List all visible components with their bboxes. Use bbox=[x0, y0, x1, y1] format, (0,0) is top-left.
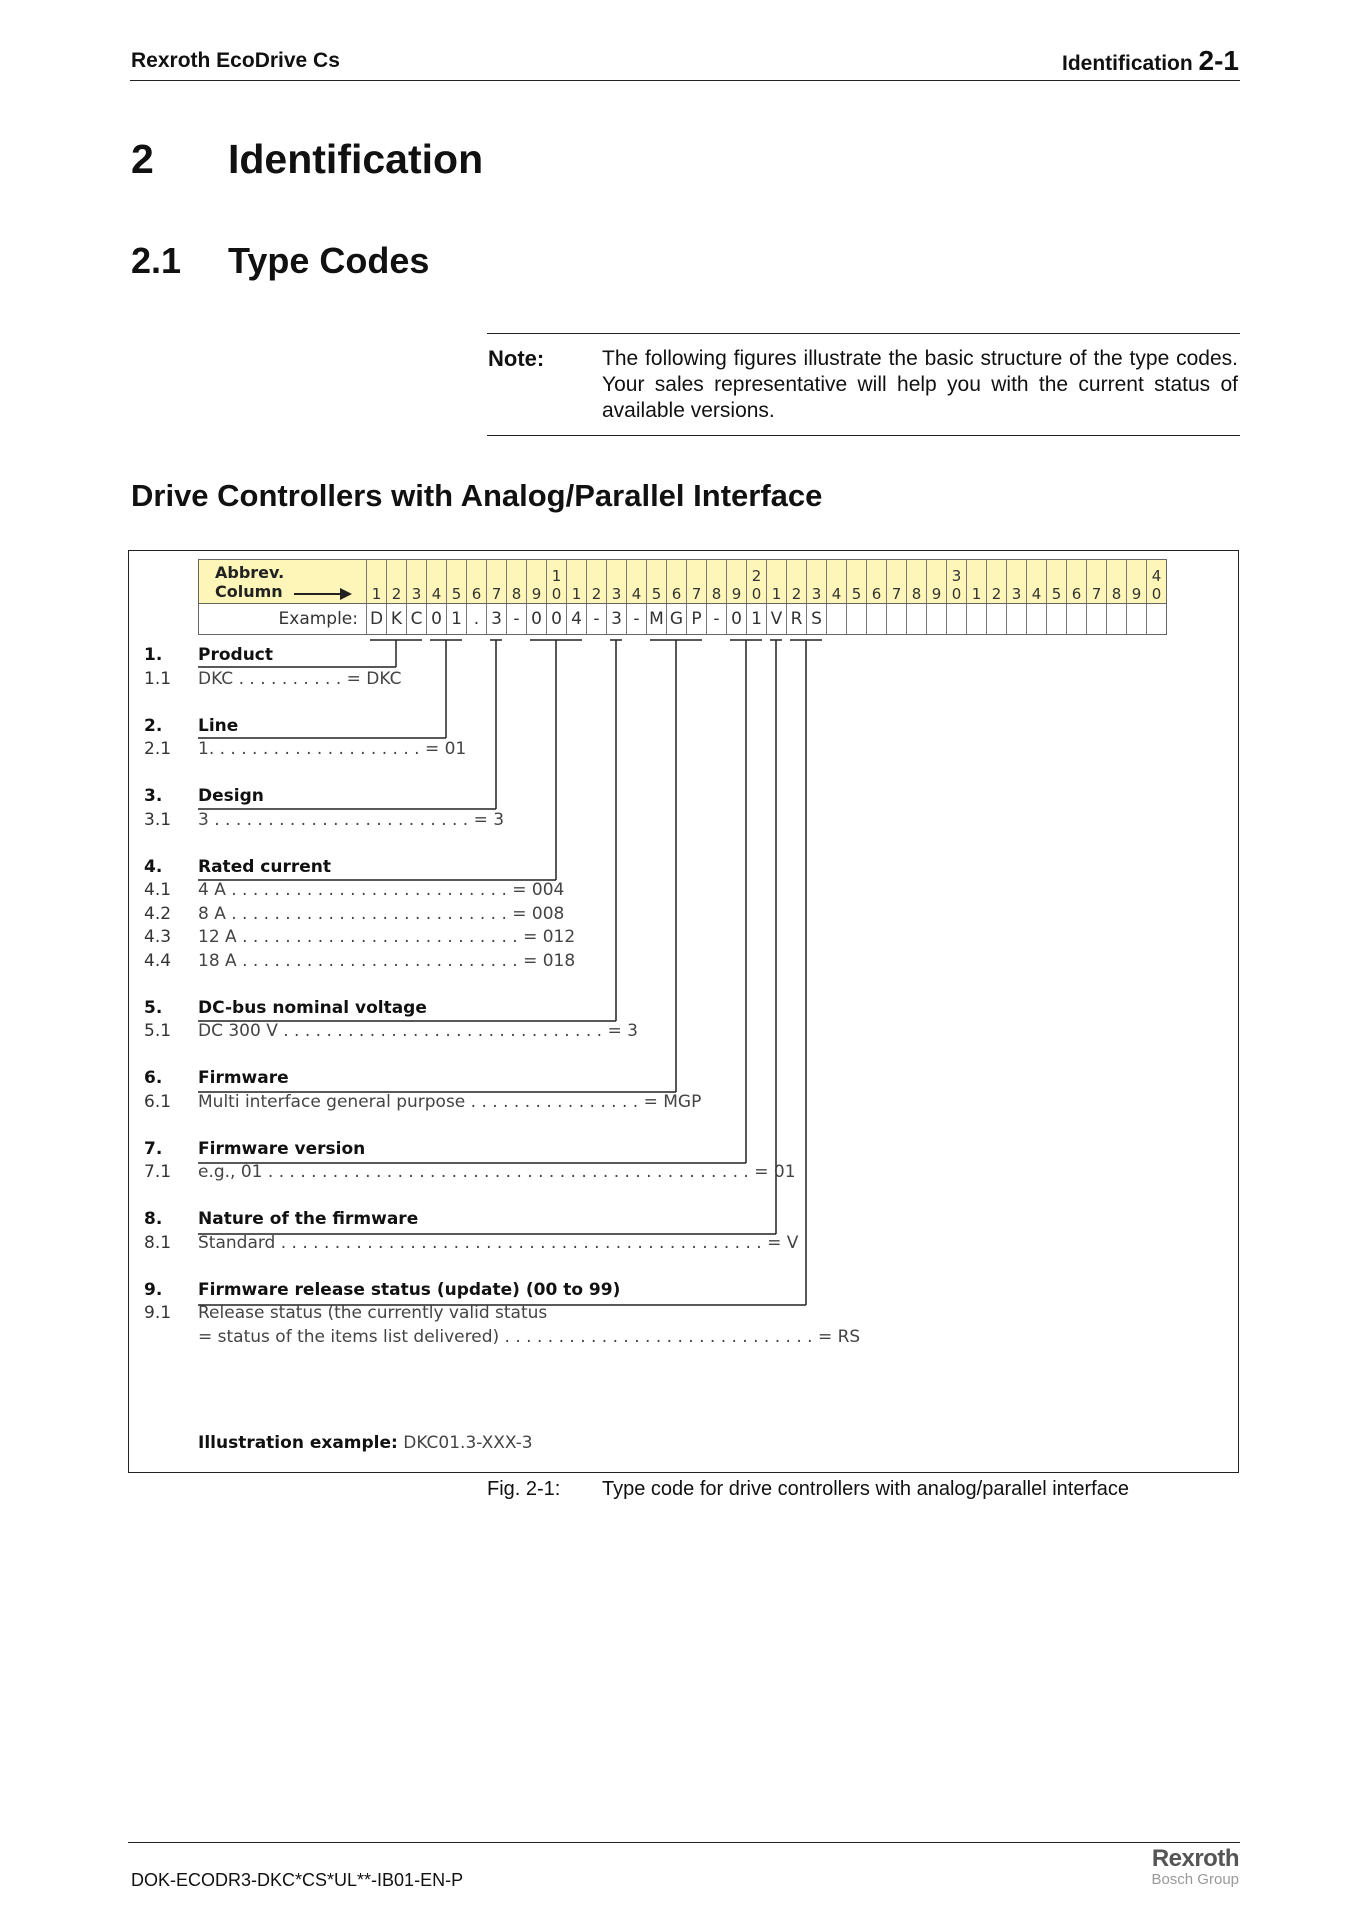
column-tens-digit: 2 bbox=[751, 567, 762, 585]
example-char-cell: . bbox=[467, 604, 487, 635]
column-unit-digit: 4 bbox=[431, 585, 442, 603]
column-unit-digit: 8 bbox=[1111, 585, 1122, 603]
example-char-cell: R bbox=[787, 604, 807, 635]
column-unit-digit: 9 bbox=[731, 585, 742, 603]
section-number: 4. bbox=[144, 856, 163, 877]
logo-subtitle: Bosch Group bbox=[1151, 1871, 1239, 1888]
column-unit-digit: 0 bbox=[1151, 585, 1162, 603]
option-number: 5.1 bbox=[144, 1021, 172, 1041]
option-text: 3 . . . . . . . . . . . . . . . . . . . . . . . . = 3 bbox=[198, 809, 505, 830]
option-number: 4.3 bbox=[144, 927, 172, 947]
option-number: 8.1 bbox=[144, 1232, 172, 1253]
column-unit-digit: 0 bbox=[751, 585, 762, 603]
column-unit-digit: 7 bbox=[691, 585, 702, 603]
example-char-cell: - bbox=[627, 604, 647, 635]
column-unit-digit: 3 bbox=[611, 585, 622, 603]
illustration-label: Illustration example: bbox=[198, 1433, 398, 1453]
document-code: DOK-ECODR3-DKC*CS*UL**-IB01-EN-P bbox=[131, 1870, 464, 1890]
example-char-cell: 0 bbox=[547, 604, 567, 635]
footer-rule bbox=[128, 1842, 1240, 1843]
option-number bbox=[144, 1327, 194, 1351]
option-text: DC 300 V . . . . . . . . . . . . . . . . . . . . . . . . . . . . . . = 3 bbox=[198, 1021, 638, 1041]
column-unit-digit: 7 bbox=[1091, 585, 1102, 603]
example-char-cell: K bbox=[387, 604, 407, 635]
column-unit-digit: 1 bbox=[371, 585, 382, 603]
section-title: Line bbox=[198, 715, 239, 736]
column-unit-digit: 3 bbox=[411, 585, 422, 603]
column-unit-digit: 4 bbox=[831, 585, 842, 603]
example-char-cell: 3 bbox=[487, 604, 507, 635]
section-title: Product bbox=[198, 645, 273, 665]
logo-name: Rexroth bbox=[1151, 1845, 1239, 1872]
example-char-cell: - bbox=[707, 604, 727, 635]
section-title: Type Codes bbox=[228, 240, 430, 281]
section-title: Firmware release status (update) (00 to 99) bbox=[198, 1279, 621, 1300]
example-char-cell: 0 bbox=[427, 604, 447, 635]
option-text: 12 A . . . . . . . . . . . . . . . . . . . . . . . . . . = 012 bbox=[198, 927, 576, 947]
column-unit-digit: 3 bbox=[1011, 585, 1022, 603]
column-unit-digit: 5 bbox=[651, 585, 662, 603]
section-title: Nature of the firmware bbox=[198, 1209, 419, 1229]
example-char-cell: 3 bbox=[607, 604, 627, 635]
column-unit-digit: 2 bbox=[391, 585, 402, 603]
example-char-cell: - bbox=[587, 604, 607, 635]
chapter-title: Identification bbox=[228, 136, 484, 182]
column-unit-digit: 7 bbox=[891, 585, 902, 603]
column-unit-digit: 2 bbox=[791, 585, 802, 603]
example-char-cell: P bbox=[687, 604, 707, 635]
option-text: Release status (the currently valid status bbox=[198, 1303, 548, 1323]
option-text: 18 A . . . . . . . . . . . . . . . . . . . . . . . . . . = 018 bbox=[198, 950, 576, 971]
example-char-cell: 1 bbox=[747, 604, 767, 635]
option-number: 4.1 bbox=[144, 880, 172, 900]
example-char-cell: 0 bbox=[527, 604, 547, 635]
option-number: 4.4 bbox=[144, 950, 172, 971]
column-unit-digit: 0 bbox=[551, 585, 562, 603]
column-unit-digit: 8 bbox=[911, 585, 922, 603]
section-number: 7. bbox=[144, 1138, 163, 1159]
column-unit-digit: 9 bbox=[931, 585, 942, 603]
column-unit-digit: 5 bbox=[1051, 585, 1062, 603]
section-number: 2.1 bbox=[131, 240, 182, 281]
column-unit-digit: 5 bbox=[851, 585, 862, 603]
column-unit-digit: 2 bbox=[991, 585, 1002, 603]
abbrev-label: Abbrev. bbox=[215, 562, 285, 582]
example-label: Example: bbox=[199, 604, 367, 635]
option-text: 1. . . . . . . . . . . . . . . . . . . . = 01 bbox=[198, 739, 467, 759]
section-number: 1. bbox=[144, 645, 163, 665]
illustration-example bbox=[198, 1433, 533, 1453]
option-number: 2.1 bbox=[144, 739, 172, 759]
note-label: Note: bbox=[488, 346, 545, 371]
figure-caption-text: Type code for drive controllers with analog/parallel interface bbox=[602, 1478, 1129, 1500]
column-unit-digit: 1 bbox=[571, 585, 582, 603]
rexroth-logo bbox=[1151, 1845, 1239, 1888]
example-char-cell: 4 bbox=[567, 604, 587, 635]
column-tens-digit: 1 bbox=[551, 567, 562, 585]
column-unit-digit: 9 bbox=[531, 585, 542, 603]
section-number: 8. bbox=[144, 1209, 163, 1229]
example-char-cell: - bbox=[507, 604, 527, 635]
option-text: 8 A . . . . . . . . . . . . . . . . . . . . . . . . . . = 008 bbox=[198, 903, 565, 924]
option-number: 1.1 bbox=[144, 668, 172, 689]
example-char-cell: C bbox=[407, 604, 427, 635]
option-text: DKC . . . . . . . . . . = DKC bbox=[198, 668, 402, 689]
option-number: 7.1 bbox=[144, 1162, 172, 1182]
column-unit-digit: 8 bbox=[711, 585, 722, 603]
option-number: 4.2 bbox=[144, 903, 172, 924]
column-unit-digit: 4 bbox=[1031, 585, 1042, 603]
column-unit-digit: 6 bbox=[1071, 585, 1082, 603]
column-unit-digit: 7 bbox=[491, 585, 502, 603]
example-char-cell: 1 bbox=[447, 604, 467, 635]
section-title: Firmware version bbox=[198, 1138, 366, 1159]
section-title: Design bbox=[198, 786, 264, 806]
option-text: = status of the items list delivered) . . . . . . . . . . . . . . . . . . . . . . . . . . . . . = RS bbox=[198, 1326, 861, 1347]
running-header-title: Rexroth EcoDrive Cs bbox=[131, 49, 340, 72]
column-unit-digit: 8 bbox=[511, 585, 522, 603]
note-text: The following figures illustrate the basic structure of the type codes. Your sales representative will help you with the current status of available versions. bbox=[602, 347, 1238, 422]
page-number: 2-1 bbox=[1198, 45, 1239, 76]
column-unit-digit: 3 bbox=[811, 585, 822, 603]
column-tens-digit: 3 bbox=[951, 567, 962, 585]
section-number: 3. bbox=[144, 786, 163, 806]
column-unit-digit: 6 bbox=[671, 585, 682, 603]
section-number: 6. bbox=[144, 1068, 163, 1088]
section-number: 2. bbox=[144, 715, 163, 736]
column-unit-digit: 0 bbox=[951, 585, 962, 603]
example-char-cell: S bbox=[807, 604, 827, 635]
column-unit-digit: 9 bbox=[1131, 585, 1142, 603]
example-char-cell: M bbox=[647, 604, 667, 635]
illustration-value: DKC01.3-XXX-3 bbox=[403, 1433, 533, 1453]
section-number: 9. bbox=[144, 1279, 163, 1300]
section-title: DC-bus nominal voltage bbox=[198, 997, 427, 1018]
example-char-cell: V bbox=[767, 604, 787, 635]
option-number: 9.1 bbox=[144, 1303, 172, 1323]
option-number: 3.1 bbox=[144, 809, 172, 830]
column-tens-digit: 4 bbox=[1151, 567, 1162, 585]
example-char-cell: G bbox=[667, 604, 687, 635]
column-label: Column bbox=[215, 581, 283, 601]
section-number: 5. bbox=[144, 997, 163, 1018]
column-unit-digit: 6 bbox=[471, 585, 482, 603]
column-unit-digit: 5 bbox=[451, 585, 462, 603]
figure-heading: Drive Controllers with Analog/Parallel Interface bbox=[131, 478, 823, 513]
column-unit-digit: 6 bbox=[871, 585, 882, 603]
column-unit-digit: 1 bbox=[971, 585, 982, 603]
example-char-cell: D bbox=[367, 604, 387, 635]
column-unit-digit: 1 bbox=[771, 585, 782, 603]
section-title: Rated current bbox=[198, 856, 332, 877]
example-char-cell: 0 bbox=[727, 604, 747, 635]
chapter-number: 2 bbox=[131, 136, 154, 182]
column-unit-digit: 4 bbox=[631, 585, 642, 603]
option-text: Standard . . . . . . . . . . . . . . . . . . . . . . . . . . . . . . . . . . . . . . . . . . . . . = V bbox=[198, 1232, 799, 1253]
option-text: Multi interface general purpose . . . . . . . . . . . . . . . . = MGP bbox=[198, 1091, 702, 1112]
option-text: e.g., 01 . . . . . . . . . . . . . . . . . . . . . . . . . . . . . . . . . . . . . . . . . . . . . = 01 bbox=[198, 1162, 796, 1182]
section-title: Firmware bbox=[198, 1068, 289, 1088]
option-number: 6.1 bbox=[144, 1091, 172, 1112]
column-unit-digit: 2 bbox=[591, 585, 602, 603]
option-text: 4 A . . . . . . . . . . . . . . . . . . . . . . . . . . = 004 bbox=[198, 880, 565, 900]
figure-caption-label: Fig. 2-1: bbox=[487, 1478, 561, 1500]
running-header-section-name: Identification bbox=[1062, 52, 1193, 75]
